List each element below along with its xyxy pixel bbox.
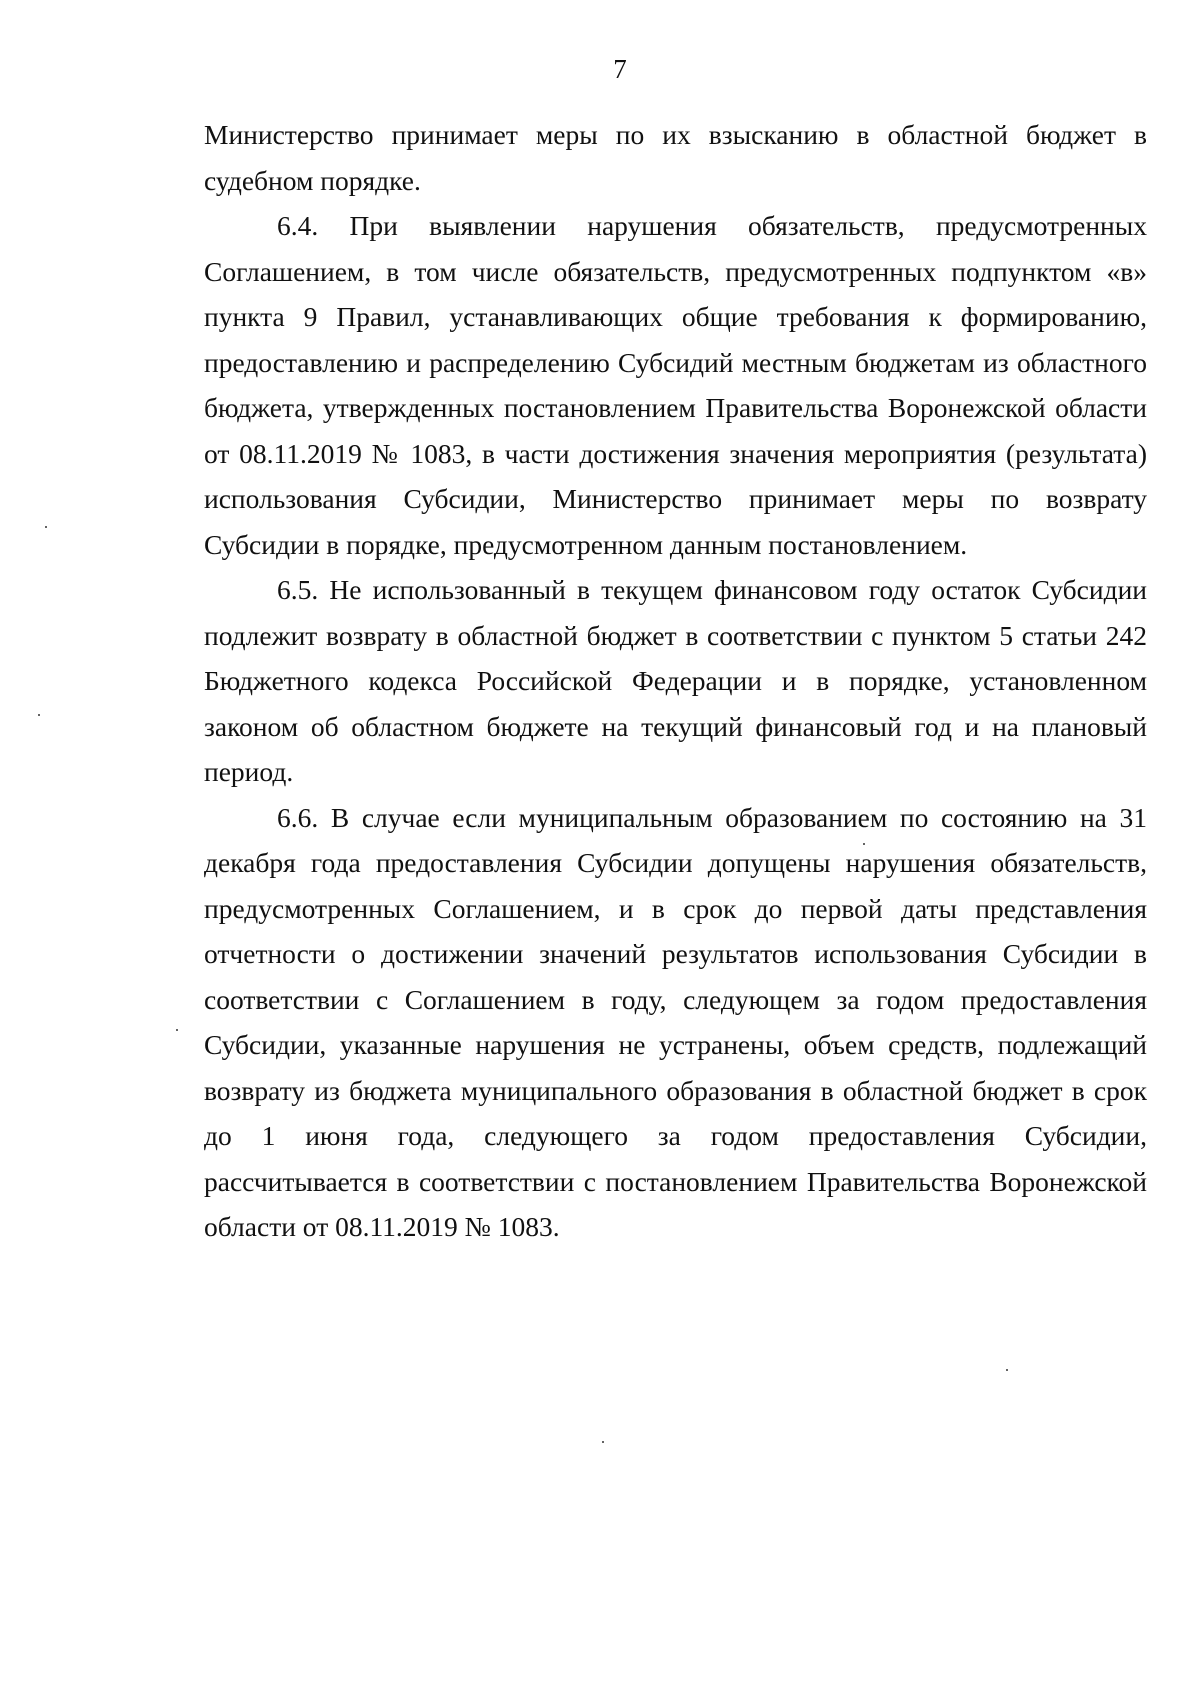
paragraph-continuation: Министерство принимает меры по их взысканию в областной бюджет в судебном порядке. — [204, 119, 1147, 196]
paragraph-6-4: 6.4. При выявлении нарушения обязательств, предусмотренных Соглашением, в том числе обязательств, предусмотренных подпунктом «в» пункта 9 Правил, устанавливающих общие требования к формированию, предоставлению и распределению Субсидий местным бюджетам из областного бюджета, утвержденных постановлением Правительства Воронежской области от 08.11.2019 № 1083, в части достижения значения мероприятия (результата) использования Субсидии, Министерство принимает меры по возврату Субсидии в порядке, предусмотренном данным постановлением. — [204, 210, 1147, 560]
document-body — [204, 112, 1147, 1250]
scan-speck — [863, 843, 865, 845]
scan-speck — [602, 1441, 604, 1443]
paragraph-6-6: 6.6. В случае если муниципальным образованием по состоянию на 31 декабря года предоставления Субсидии допущены нарушения обязательств, предусмотренных Соглашением, и в срок до первой даты представления отчетности о достижении значений результатов использования Субсидии в соответствии с Соглашением в году, следующем за годом предоставления Субсидии, указанные нарушения не устранены, объем средств, подлежащий возврату из бюджета муниципального образования в областной бюджет в срок до 1 июня года, следующего за годом предоставления Субсидии, рассчитывается в соответствии с постановлением Правительства Воронежской области от 08.11.2019 № 1083. — [204, 801, 1147, 1242]
paragraph-6-5: 6.5. Не использованный в текущем финансовом году остаток Субсидии подлежит возврату в областной бюджет в соответствии с пунктом 5 статьи 242 Бюджетного кодекса Российской Федерации и в порядке, установленном законом об областном бюджете на текущий финансовый год и на плановый период. — [204, 574, 1147, 787]
scan-speck — [176, 1029, 178, 1031]
scan-speck — [45, 526, 47, 528]
page-number: 7 — [613, 54, 627, 84]
scan-speck — [1006, 1369, 1008, 1371]
scan-speck — [38, 714, 40, 716]
